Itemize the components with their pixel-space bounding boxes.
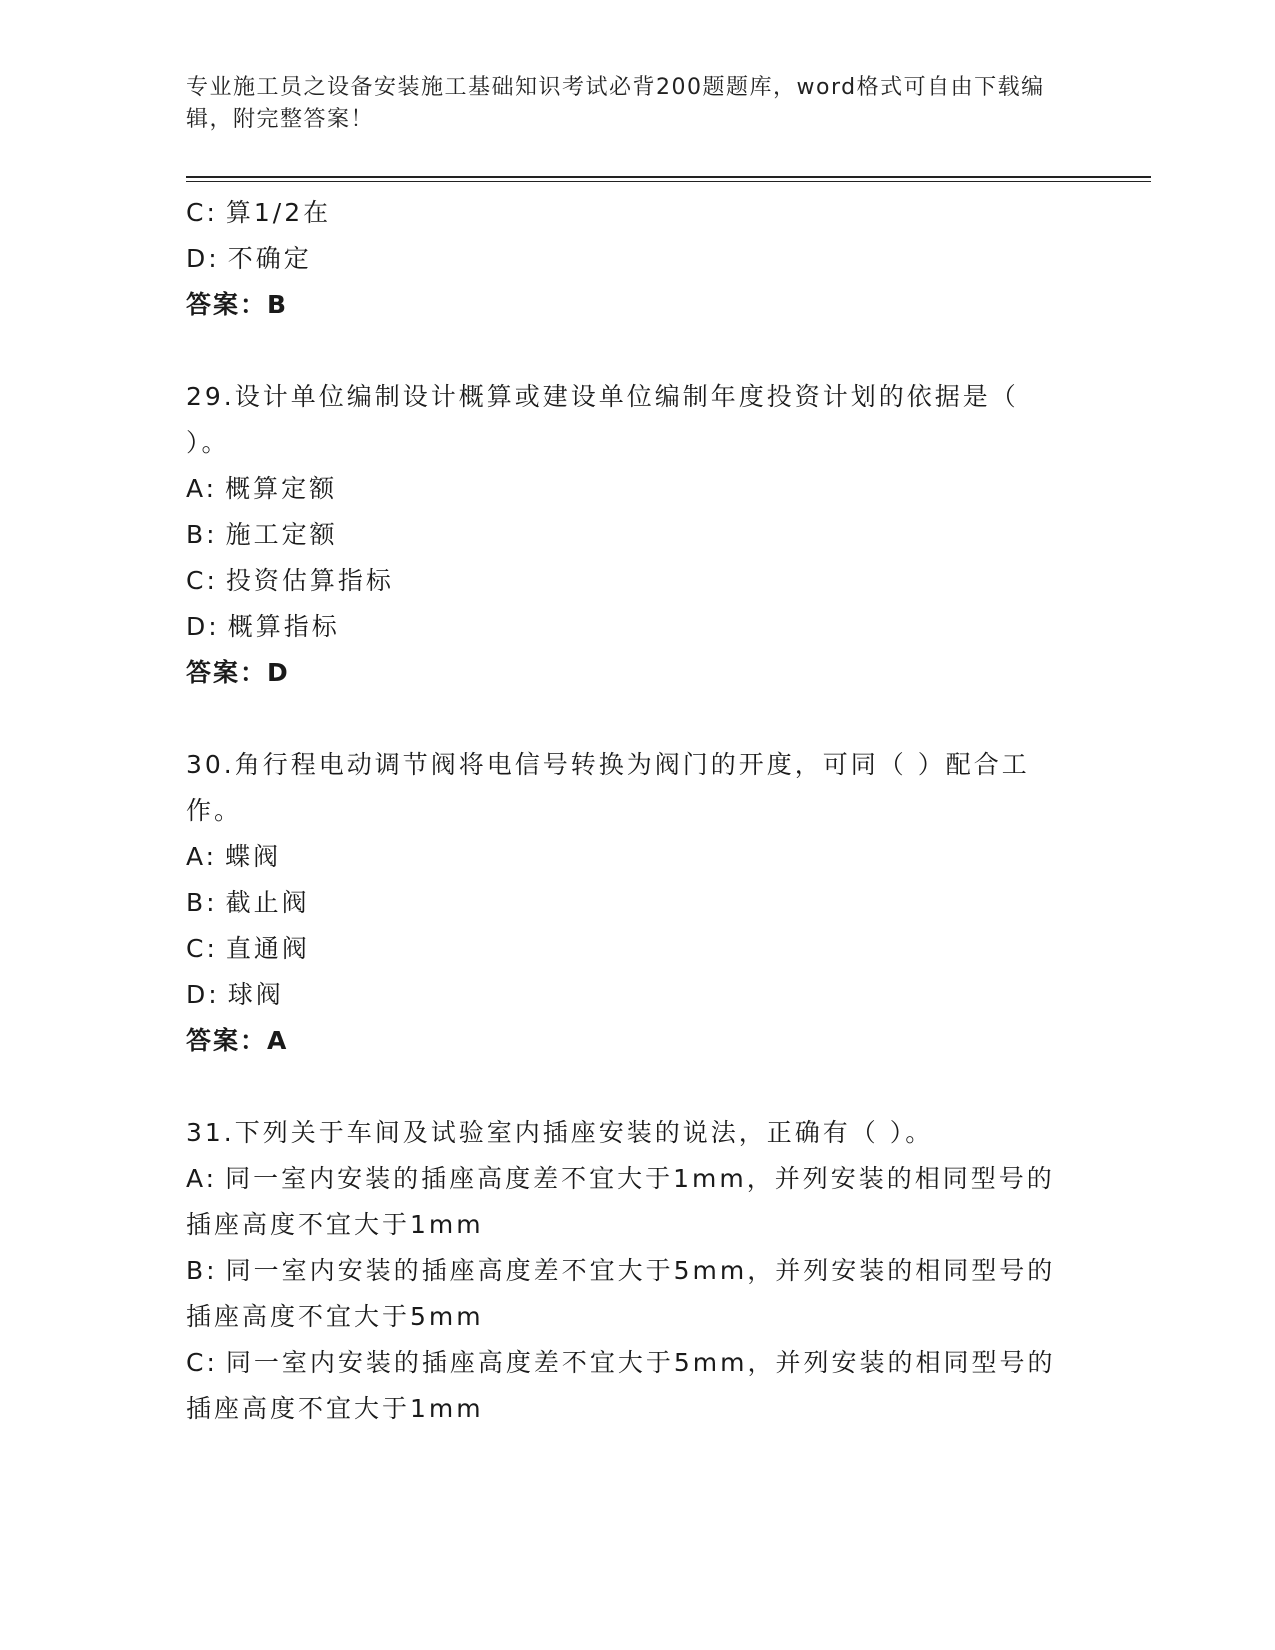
- answer-line: 答案：A: [186, 1026, 289, 1055]
- option-d: D: 球阀: [186, 980, 284, 1009]
- question-29-stem: 29.设计单位编制设计概算或建设单位编制年度投资计划的依据是（ ）。: [186, 382, 1019, 457]
- option-c: C: 直通阀: [186, 934, 310, 963]
- option-b: B: 截止阀: [186, 888, 310, 917]
- spacer: [186, 696, 1066, 742]
- option-a: A: 同一室内安装的插座高度差不宜大于1mm，并列安装的相同型号的插座高度不宜大于1mm: [186, 1164, 1055, 1239]
- header-divider: [186, 176, 1151, 178]
- option-c: C: 同一室内安装的插座高度差不宜大于5mm，并列安装的相同型号的插座高度不宜大于1mm: [186, 1348, 1056, 1423]
- spacer: [186, 328, 1066, 374]
- page-header-title: 专业施工员之设备安装施工基础知识考试必背200题题库，word格式可自由下载编辑，附完整答案！: [186, 75, 1045, 132]
- answer-line: 答案：B: [186, 290, 289, 319]
- option-b: B: 同一室内安装的插座高度差不宜大于5mm，并列安装的相同型号的插座高度不宜大于5mm: [186, 1256, 1056, 1331]
- option-a: A: 概算定额: [186, 474, 338, 503]
- question-content: [186, 190, 1066, 1432]
- question-30-stem: 30.角行程电动调节阀将电信号转换为阀门的开度，可同（ ）配合工作。: [186, 750, 1030, 825]
- option-d: D: 概算指标: [186, 612, 340, 641]
- option-a: A: 蝶阀: [186, 842, 282, 871]
- answer-line: 答案：D: [186, 658, 290, 687]
- spacer: [186, 1064, 1066, 1110]
- option-d: D: 不确定: [186, 244, 312, 273]
- option-b: B: 施工定额: [186, 520, 338, 549]
- option-c: C: 投资估算指标: [186, 566, 394, 595]
- question-31-stem: 31.下列关于车间及试验室内插座安装的说法，正确有（ ）。: [186, 1118, 934, 1147]
- header-divider-thin: [186, 181, 1151, 182]
- option-c: C: 算1/2在: [186, 198, 332, 227]
